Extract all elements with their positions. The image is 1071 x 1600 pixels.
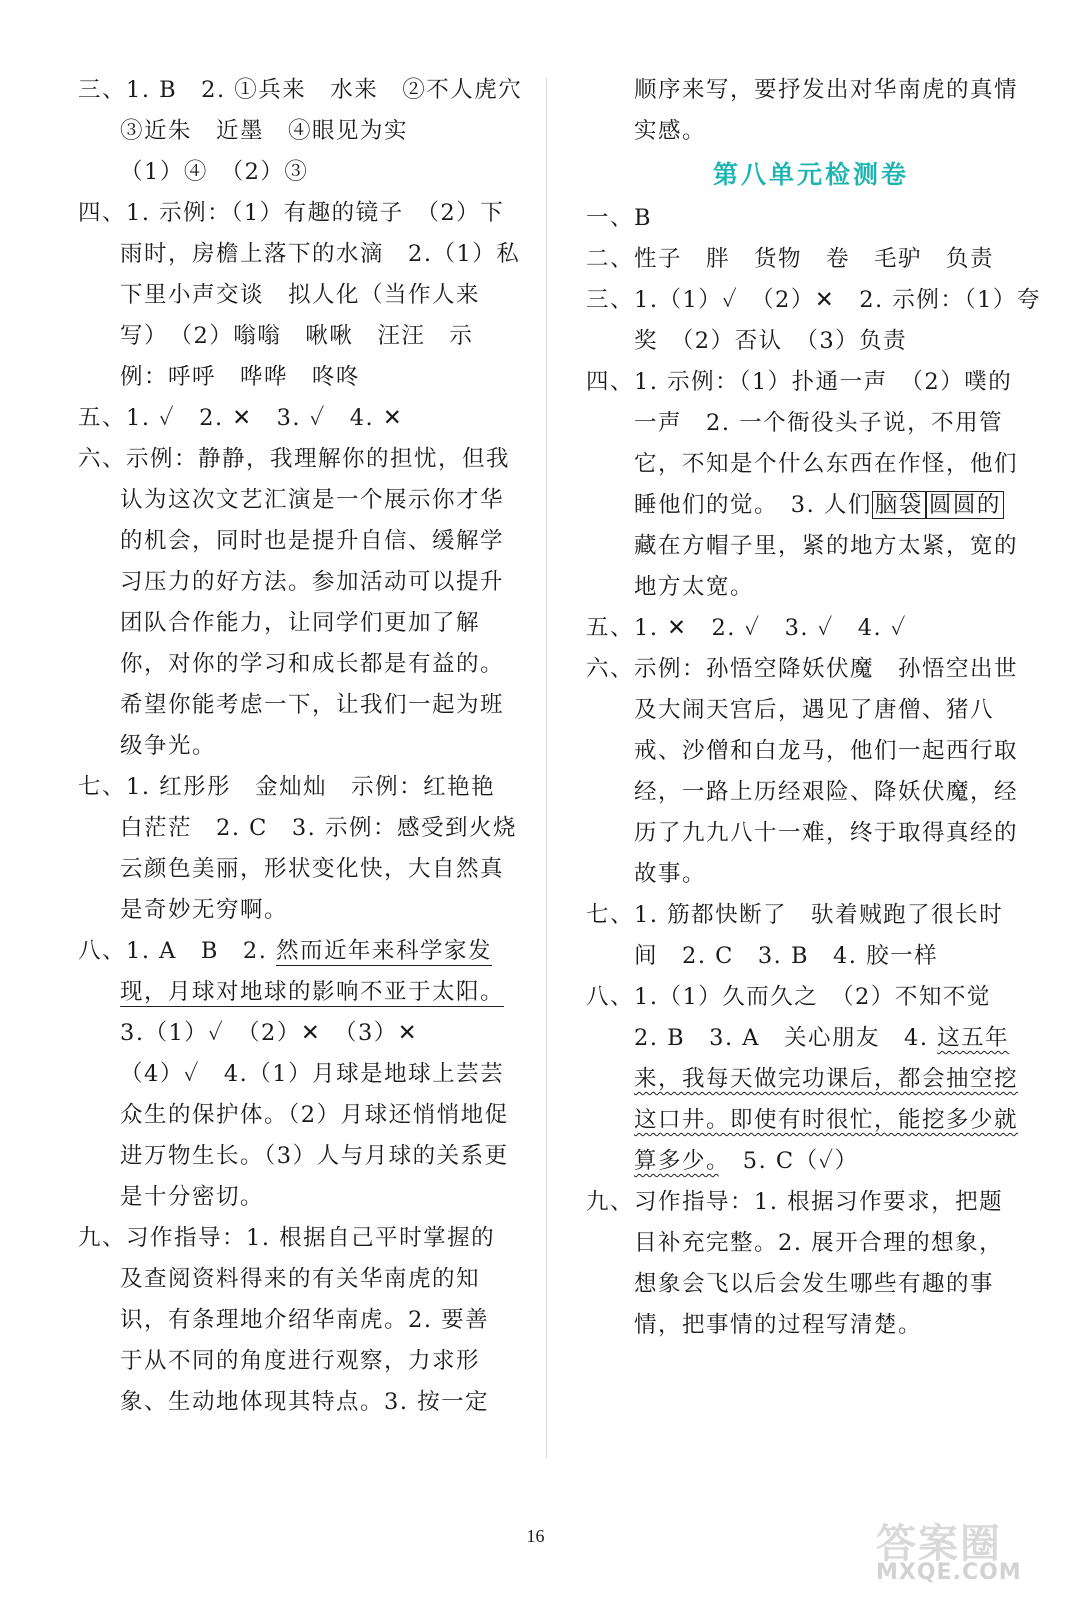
wavy-underlined-answer: 这口井。即使有时很忙，能挖多少就 bbox=[634, 1107, 1019, 1133]
text-line: 级争光。 bbox=[120, 733, 217, 759]
text-line: 奖 （2）否认 （3）负责 bbox=[634, 328, 908, 354]
text-line: 故事。 bbox=[634, 861, 707, 887]
text-line: 九、习作指导：1. 根据习作要求，把题 bbox=[586, 1189, 1004, 1215]
text-line: 象、生动地体现其特点。3. 按一定 bbox=[120, 1389, 490, 1415]
text-line: 八、1. A B 2. 然而近年来科学家发 bbox=[78, 938, 493, 964]
text-line: 间 2. C 3. B 4. 胶一样 bbox=[634, 943, 939, 969]
text-line: 认为这次文艺汇演是一个展示你才华 bbox=[120, 487, 505, 513]
text-line: 团队合作能力，让同学们更加了解 bbox=[120, 610, 481, 636]
text-line: 下里小声交谈 拟人化（当作人来 bbox=[120, 282, 481, 308]
right-column bbox=[586, 70, 1041, 1346]
text-line: 历了九九八十一难，终于取得真经的 bbox=[634, 820, 1019, 846]
text-line: 二、性子 胖 货物 卷 毛驴 负责 bbox=[586, 246, 995, 272]
text-line: 白茫茫 2. C 3. 示例：感受到火烧 bbox=[120, 815, 517, 841]
text-line: ③近朱 近墨 ④眼见为实 bbox=[120, 118, 409, 144]
underlined-answer: 现，月球对地球的影响不亚于太阳。 bbox=[120, 979, 505, 1005]
text-line: 五、1. ✓ 2. ✕ 3. ✓ 4. ✕ bbox=[78, 405, 404, 431]
watermark bbox=[872, 1512, 1062, 1592]
page-number: 16 bbox=[526, 1526, 545, 1546]
text-line: 习压力的好方法。参加活动可以提升 bbox=[120, 569, 505, 595]
text-line: 六、示例：孙悟空降妖伏魔 孙悟空出世 bbox=[586, 656, 1019, 682]
column-divider bbox=[546, 78, 547, 1458]
text-line: 睡他们的觉。 3. 人们 脑袋 圆圆的 bbox=[586, 485, 1036, 526]
boxed-word: 圆圆的 bbox=[926, 491, 1004, 519]
left-column bbox=[78, 70, 523, 1423]
boxed-word: 脑袋 bbox=[872, 491, 926, 519]
text-line: 一声 2. 一个衙役头子说，不用管 bbox=[634, 410, 1004, 436]
text-line: 八、1.（1）久而久之 （2）不知不觉 bbox=[586, 984, 991, 1010]
section-heading: 第八单元检测卷 bbox=[712, 160, 909, 189]
text-line: 三、1. B 2. ①兵来 水来 ②不人虎穴 bbox=[78, 77, 523, 103]
text-line: 情，把事情的过程写清楚。 bbox=[634, 1312, 923, 1338]
text-line: 众生的保护体。（2）月球还悄悄地促 bbox=[120, 1102, 509, 1128]
watermark-logo: 答案圈 bbox=[876, 1521, 1002, 1567]
text-line: 地方太宽。 bbox=[634, 574, 755, 600]
wavy-underlined-answer: 算多少。 bbox=[634, 1148, 719, 1174]
wavy-underlined-answer: 来，我每天做完功课后，都会抽空挖 bbox=[634, 1066, 1019, 1092]
text-line bbox=[78, 972, 518, 1013]
text-line: 进万物生长。（3）人与月球的关系更 bbox=[120, 1143, 509, 1169]
watermark-url: MXQE.COM bbox=[876, 1560, 1022, 1585]
text-line: 五、1. ✕ 2. ✓ 3. ✓ 4. ✓ bbox=[586, 615, 907, 641]
text-line: 例：呼呼 哗哗 咚咚 bbox=[120, 364, 361, 390]
text-line: 的机会，同时也是提升自信、缓解学 bbox=[120, 528, 505, 554]
text-line: （4）✓ 4.（1）月球是地球上芸芸 bbox=[120, 1061, 505, 1087]
text-line: 识，有条理地介绍华南虎。2. 要善 bbox=[120, 1307, 490, 1333]
text-line: 七、1. 红彤彤 金灿灿 示例：红艳艳 bbox=[78, 774, 496, 800]
text-line: 藏在方帽子里，紧的地方太紧，宽的 bbox=[634, 533, 1019, 559]
text-line: （1）④ （2）③ bbox=[120, 159, 309, 185]
text-line bbox=[586, 1059, 1036, 1100]
text-line: 六、示例：静静，我理解你的担忧，但我 bbox=[78, 446, 511, 472]
text-line: 七、1. 筋都快断了 驮着贼跑了很长时 bbox=[586, 902, 1004, 928]
underlined-answer: 然而近年来科学家发 bbox=[276, 938, 493, 964]
text-line bbox=[586, 1100, 1036, 1141]
text-line: 顺序来写，要抒发出对华南虎的真情 bbox=[634, 77, 1019, 103]
text-line: 四、1. 示例：（1）扑通一声 （2）噗的 bbox=[586, 369, 1013, 395]
text-line: 写） （2）嗡嗡 啾啾 汪汪 示 bbox=[120, 323, 474, 349]
text-line: 三、1.（1）✓ （2）✕ 2. 示例：（1）夸 bbox=[586, 287, 1041, 313]
text-line: 你，对你的学习和成长都是有益的。 bbox=[120, 651, 505, 677]
text-line: 及查阅资料得来的有关华南虎的知 bbox=[120, 1266, 481, 1292]
text-line: 于从不同的角度进行观察，力求形 bbox=[120, 1348, 481, 1374]
text-line: 算多少。 5. C（✓） bbox=[634, 1148, 859, 1174]
wavy-underlined-answer: 这五年 bbox=[937, 1025, 1010, 1051]
text-line: 一、B bbox=[586, 205, 653, 231]
text-line: 经，一路上历经艰险、降妖伏魔，经 bbox=[634, 779, 1019, 805]
text-line: 四、1. 示例：（1）有趣的镜子 （2）下 bbox=[78, 200, 505, 226]
text-line: 目补充完整。2. 展开合理的想象， bbox=[634, 1230, 1004, 1256]
text-line: 及大闹天宫后，遇见了唐僧、猪八 bbox=[634, 697, 995, 723]
text-line: 云颜色美丽，形状变化快，大自然真 bbox=[120, 856, 505, 882]
text-line: 实感。 bbox=[634, 118, 707, 144]
text-line: 想象会飞以后会发生哪些有趣的事 bbox=[634, 1271, 995, 1297]
text-line: 是十分密切。 bbox=[120, 1184, 265, 1210]
text-line: 是奇妙无穷啊。 bbox=[120, 897, 289, 923]
text-line: 希望你能考虑一下，让我们一起为班 bbox=[120, 692, 505, 718]
text-line: 2. B 3. A 关心朋友 4. 这五年 bbox=[634, 1025, 1010, 1051]
text-line: 雨时，房檐上落下的水滴 2.（1）私 bbox=[120, 241, 521, 267]
text-line: 九、习作指导：1. 根据自己平时掌握的 bbox=[78, 1225, 496, 1251]
text-line: 3.（1）✓ （2）✕ （3）✕ bbox=[120, 1020, 419, 1046]
text-line: 它，不知是个什么东西在作怪，他们 bbox=[634, 451, 1019, 477]
text-line: 戒、沙僧和白龙马，他们一起西行取 bbox=[634, 738, 1019, 764]
